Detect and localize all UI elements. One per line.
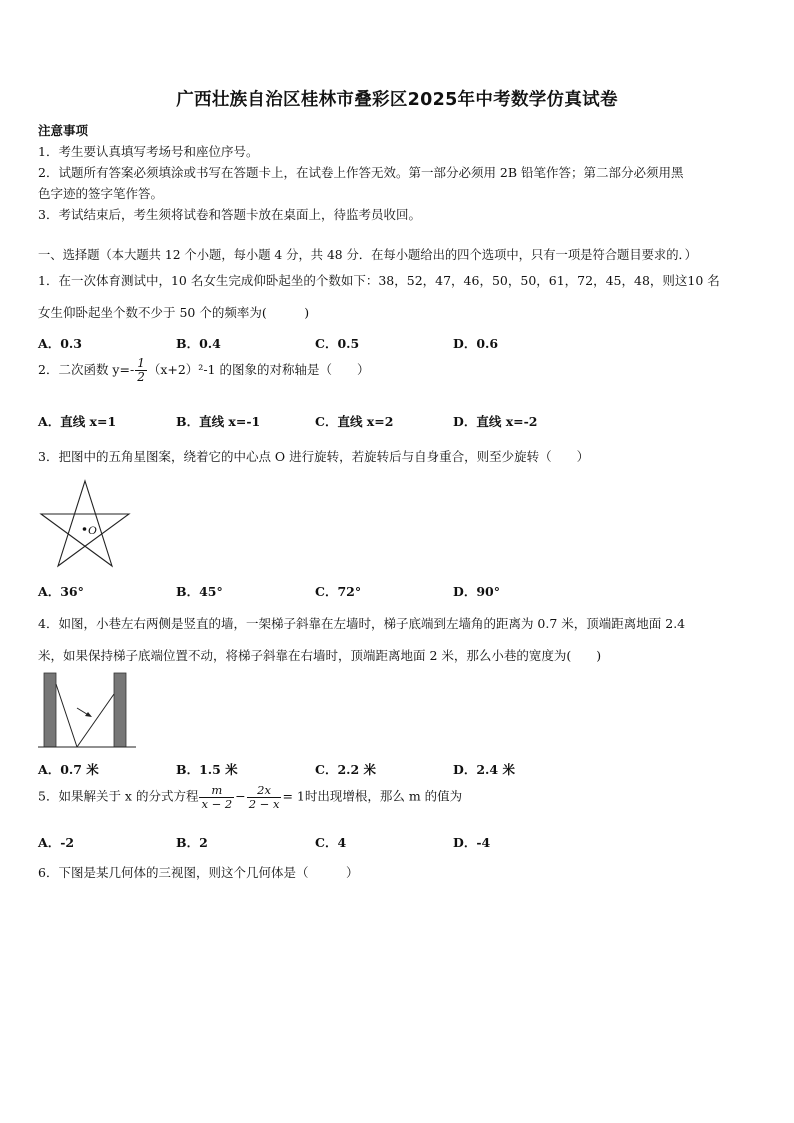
pentagram-figure (38, 478, 132, 570)
ladder-right (77, 694, 114, 747)
q3-option-a: A．36° (38, 584, 84, 599)
q1-options (38, 334, 758, 352)
q5-option-b: B．2 (176, 835, 208, 850)
q2-frac-num: 1 (137, 356, 145, 370)
ladder-left (56, 684, 77, 747)
alley-ladder-figure (38, 670, 140, 752)
center-point (83, 527, 87, 531)
q1-text-line2: 女生仰卧起坐个数不少于 50 个的频率为( ) (38, 305, 310, 320)
q4-option-b: B．1.5 米 (176, 762, 238, 777)
q5-option-c: C．4 (315, 835, 347, 850)
notice-item-1: 1．考生要认真填写考场号和座位序号。 (38, 144, 259, 159)
q3-option-d: D．90° (453, 584, 500, 599)
q2-text (38, 357, 369, 384)
q6-text: 6．下图是某几何体的三视图，则这个几何体是（ ） (38, 865, 359, 880)
q5-option-a: A．-2 (38, 835, 75, 850)
q2-option-a: A．直线 x=1 (38, 414, 117, 429)
q3-option-b: B．45° (176, 584, 223, 599)
q3-option-c: C．72° (315, 584, 362, 599)
rotation-arrowhead (85, 712, 92, 717)
q4-option-a: A．0.7 米 (38, 762, 99, 777)
q5-minus: − (235, 788, 246, 804)
q2-option-b: B．直线 x=-1 (176, 414, 261, 429)
q2-option-c: C．直线 x=2 (315, 414, 394, 429)
q2-options (38, 412, 758, 430)
q5-fraction-1 (199, 784, 234, 810)
q4-text-line1: 4．如图，小巷左右两侧是竖直的墙，一架梯子斜靠在左墙时，梯子底端到左墙角的距离为 0.7 米，顶端距离地面 2.4 (38, 616, 686, 631)
q5-option-d: D．-4 (453, 835, 491, 850)
q5-text (38, 784, 462, 810)
q2-fraction (135, 357, 147, 384)
q2-option-d: D．直线 x=-2 (453, 414, 538, 429)
q1-text-line1: 1．在一次体育测试中，10 名女生完成仰卧起坐的个数如下：38，52，47，46，50，50，61，72，45，48，则这10 名 (38, 273, 720, 288)
q4-option-d: D．2.4 米 (453, 762, 515, 777)
center-label: O (88, 523, 97, 537)
q4-option-c: C．2.2 米 (315, 762, 377, 777)
pentagram-star (41, 481, 129, 566)
q5-equals: = 1 (282, 788, 305, 804)
q5-options (38, 833, 758, 851)
q4-options (38, 760, 758, 778)
q4-text-line2: 米，如果保持梯子底端位置不动，将梯子斜靠在右墙时，顶端距离地面 2 米，那么小巷的宽度为( ) (38, 648, 602, 663)
q1-option-d: D．0.6 (453, 336, 499, 351)
q5-f1-num: m (199, 784, 234, 798)
q3-text: 3．把图中的五角星图案，绕着它的中心点 O 进行旋转，若旋转后与自身重合，则至少旋转（ ） (38, 449, 590, 464)
q5-f2-den: 2 − x (248, 796, 280, 811)
q5-suffix: 时出现增根，那么 m 的值为 (304, 788, 463, 804)
q5-f2-num: 2x (247, 784, 282, 798)
q5-prefix: 5．如果解关于 x 的分式方程 (38, 788, 199, 804)
notice-item-2-cont: 色字迹的签字笔作答。 (38, 186, 164, 201)
notice-heading: 注意事项 (38, 123, 89, 138)
q2-frac-den: 2 (137, 370, 145, 385)
right-wall (114, 673, 126, 747)
q3-options (38, 582, 758, 600)
q2-prefix: 2．二次函数 y=- (38, 362, 135, 378)
left-wall (44, 673, 56, 747)
q5-f1-den: x − 2 (201, 796, 233, 811)
q5-fraction-2 (247, 784, 282, 810)
section-heading: 一、选择题（本大题共 12 个小题，每小题 4 分，共 48 分．在每小题给出的四个选项中，只有一项是符合题目要求的．） (38, 248, 697, 262)
page-title: 广西壮族自治区桂林市叠彩区2025年中考数学仿真试卷 (176, 90, 618, 110)
q1-option-b: B．0.4 (176, 336, 221, 351)
notice-item-2: 2．试题所有答案必须填涂或书写在答题卡上，在试卷上作答无效。第一部分必须用 2B 铅笔作答；第二部分必须用黑 (38, 165, 684, 180)
q1-option-a: A．0.3 (38, 336, 82, 351)
notice-item-3: 3．考试结束后，考生须将试卷和答题卡放在桌面上，待监考员收回。 (38, 207, 421, 222)
q1-option-c: C．0.5 (315, 336, 360, 351)
q2-suffix: （x+2）²-1 的图象的对称轴是（ ） (147, 362, 370, 378)
